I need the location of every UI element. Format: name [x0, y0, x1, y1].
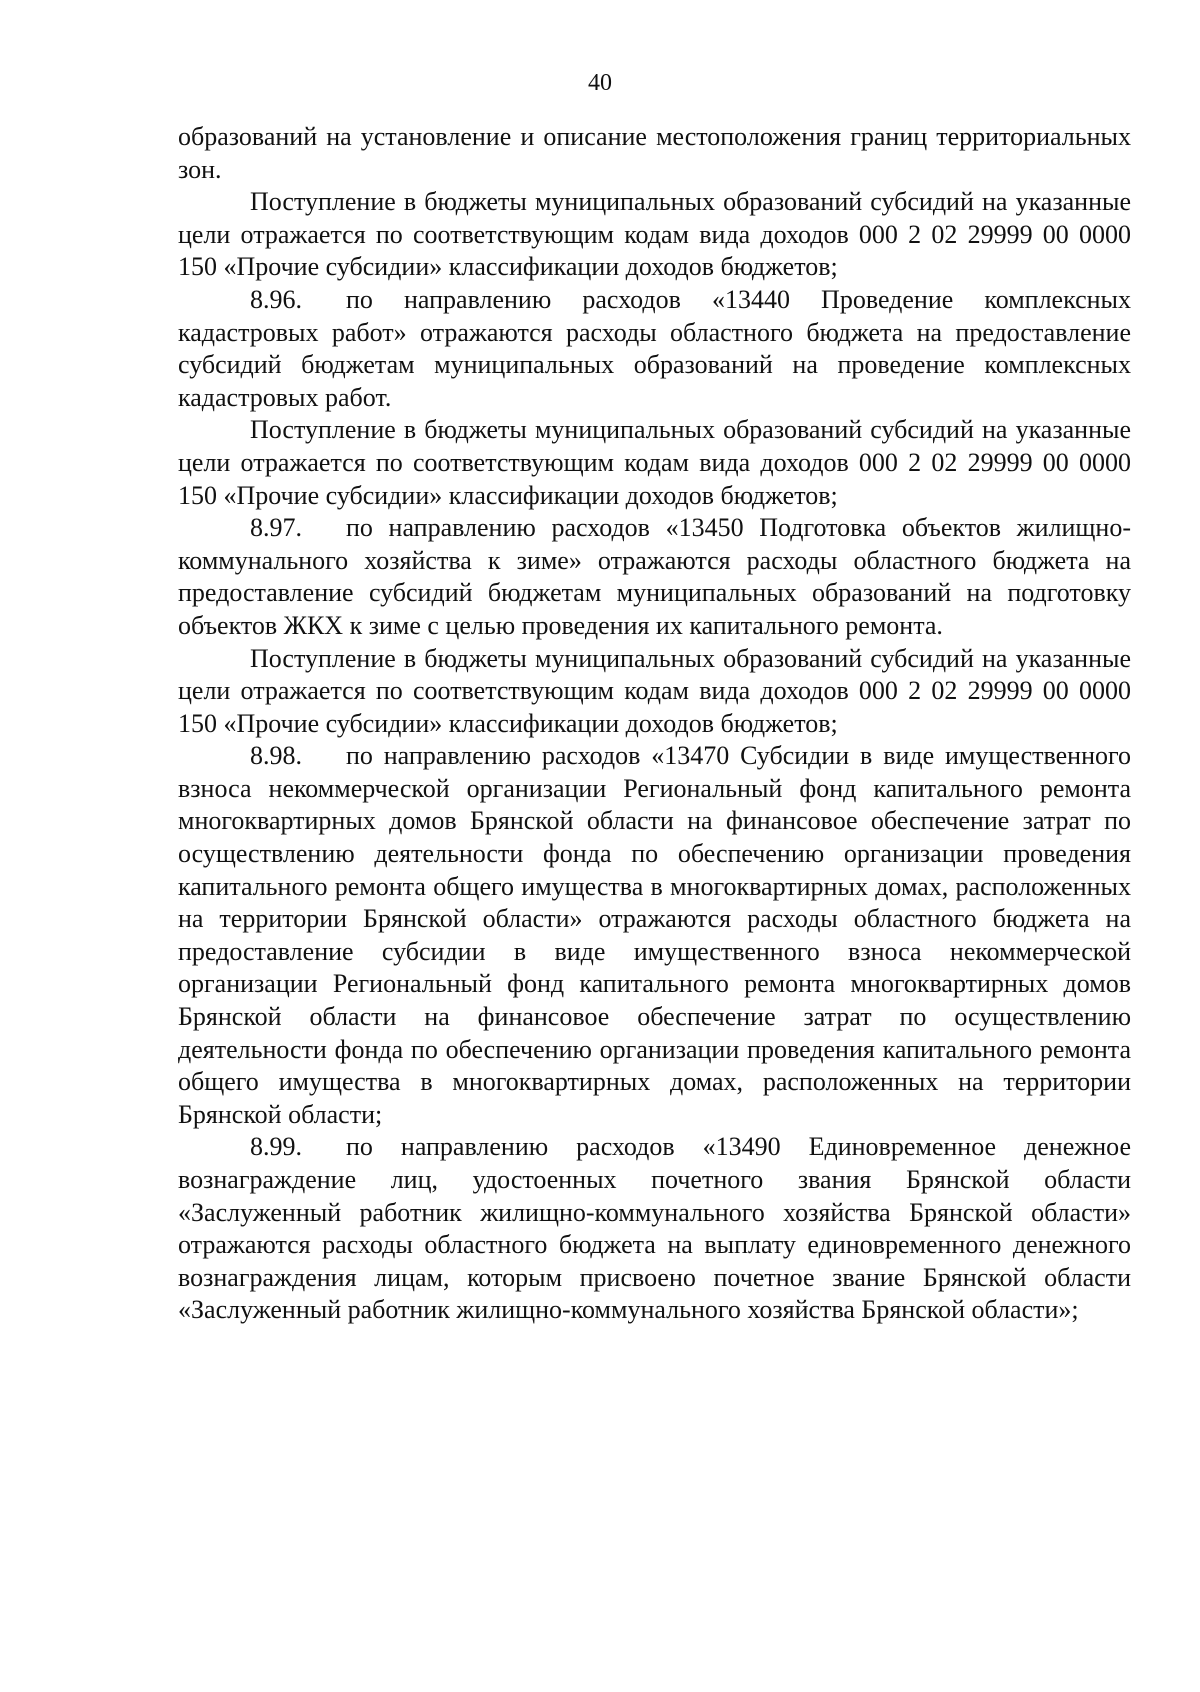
- paragraph-text: Поступление в бюджеты муниципальных образований субсидий на указанные цели отражается по соответствующим кодам вида доходов 000 2 02 29999 00 0000 150 «Прочие субсидии» классификации доходов бюджетов;: [178, 415, 1131, 510]
- paragraph-text: по направлению расходов «13450 Подготовка объектов жилищно-коммунального хозяйства к зиме» отражаются расходы областного бюджета на предоставление субсидий бюджетам муниципальных образований на подготовку объектов ЖКХ к зиме с целью проведения их капитального ремонта.: [178, 513, 1131, 640]
- paragraph-item-8-99: [178, 1131, 1131, 1327]
- item-number: 8.99.: [250, 1132, 302, 1162]
- paragraph-text: по направлению расходов «13470 Субсидии в виде имущественного взноса некоммерческой организации Региональный фонд капитального ремонта многоквартирных домов Брянской области на финансовое обеспечение затрат по осуществлению деятельности фонда по обеспечению организации проведения капитального ремонта общего имущества в многоквартирных домах, расположенных на территории Брянской области» отражаются расходы областного бюджета на предоставление субсидии в виде имущественного взноса некоммерческой организации Региональный фонд капитального ремонта многоквартирных домов Брянской области на финансовое обеспечение затрат по осуществлению деятельности фонда по обеспечению организации проведения капитального ремонта общего имущества в многоквартирных домах, расположенных на территории Брянской области;: [178, 741, 1131, 1129]
- item-number: 8.96.: [250, 284, 302, 314]
- page-number: 40: [588, 70, 612, 96]
- paragraph-item-8-96: [178, 284, 1131, 414]
- paragraph-text: Поступление в бюджеты муниципальных образований субсидий на указанные цели отражается по соответствующим кодам вида доходов 000 2 02 29999 00 0000 150 «Прочие субсидии» классификации доходов бюджетов;: [178, 643, 1131, 738]
- paragraph-text: Поступление в бюджеты муниципальных образований субсидий на указанные цели отражается по соответствующим кодам вида доходов 000 2 02 29999 00 0000 150 «Прочие субсидии» классификации доходов бюджетов;: [178, 187, 1131, 282]
- item-number: 8.98.: [250, 741, 302, 771]
- paragraph-text: по направлению расходов «13490 Единовременное денежное вознаграждение лиц, удостоенных почетного звания Брянской области «Заслуженный работник жилищно-коммунального хозяйства Брянской области» отражаются расходы областного бюджета на выплату единовременного денежного вознаграждения лицам, которым присвоено почетное звание Брянской области «Заслуженный работник жилищно-коммунального хозяйства Брянской области»;: [178, 1132, 1131, 1325]
- document-body: [178, 121, 1131, 1327]
- paragraph-revenue-note: [178, 414, 1131, 512]
- paragraph-revenue-note: [178, 643, 1131, 741]
- paragraph-text: образований на установление и описание местоположения границ территориальных зон.: [178, 122, 1131, 184]
- paragraph-text: по направлению расходов «13440 Проведение комплексных кадастровых работ» отражаются расходы областного бюджета на предоставление субсидий бюджетам муниципальных образований на проведение комплексных кадастровых работ.: [178, 284, 1131, 412]
- paragraph-revenue-note: [178, 186, 1131, 284]
- paragraph-continuation: [178, 121, 1131, 186]
- paragraph-item-8-97: [178, 512, 1131, 642]
- item-number: 8.97.: [250, 513, 302, 543]
- paragraph-item-8-98: [178, 740, 1131, 1131]
